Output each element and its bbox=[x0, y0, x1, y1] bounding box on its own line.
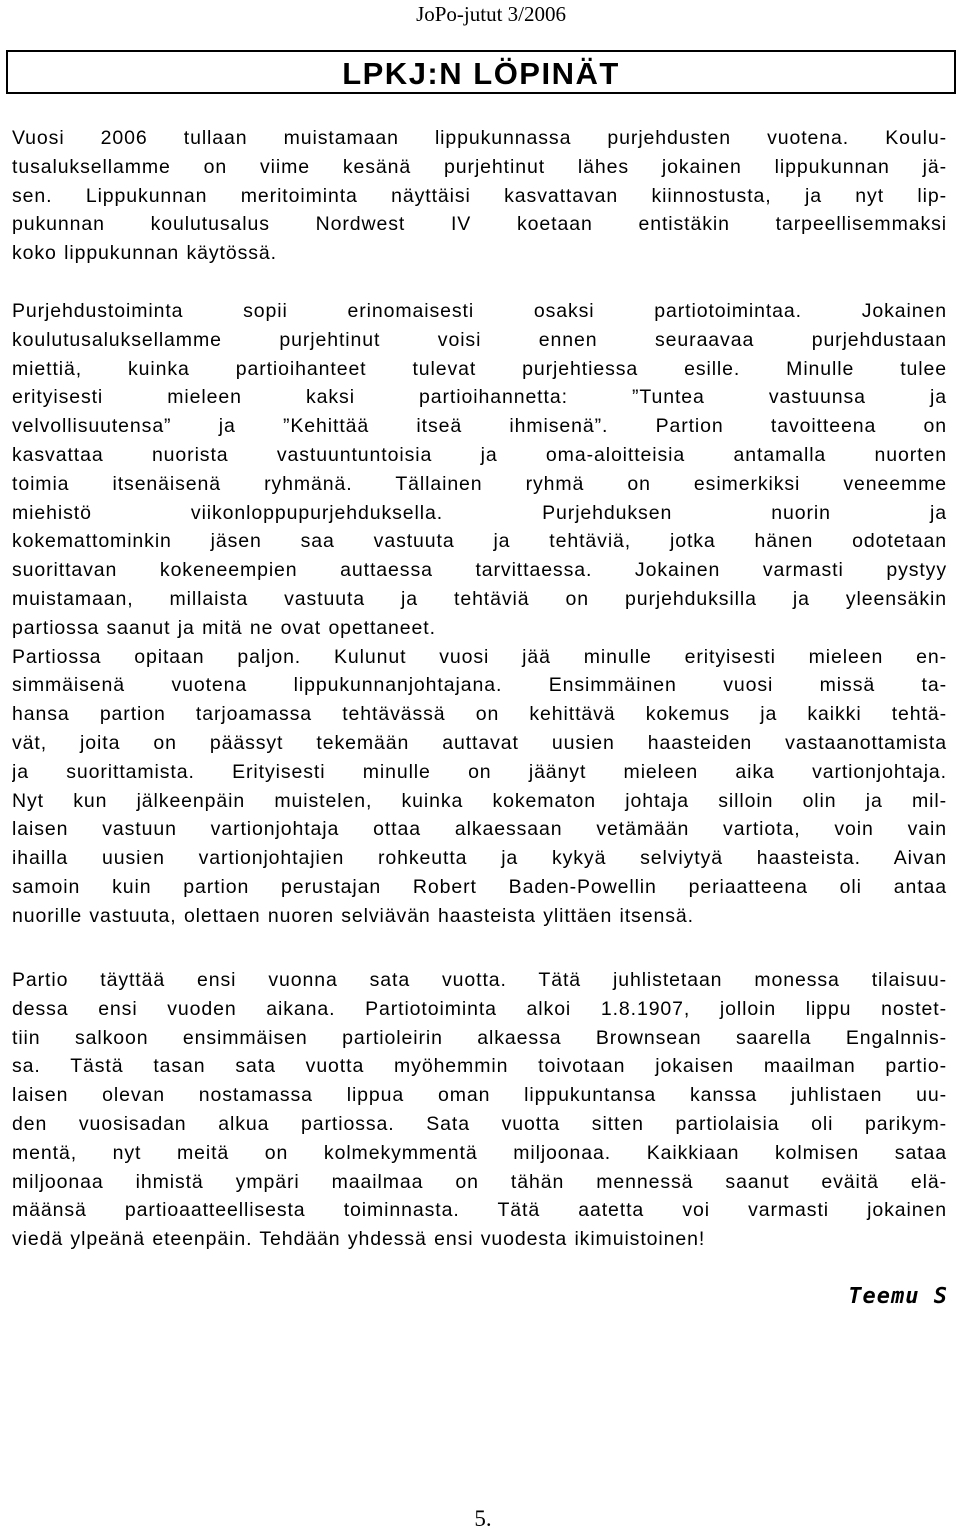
text-line: hansa partion tarjoamassa tehtävässä on kehittävä kokemus ja kaikki tehtä- bbox=[12, 703, 947, 726]
text-line: kokemattominkin jäsen saa vastuuta ja tehtäviä, jotka hänen odotetaan bbox=[12, 530, 947, 553]
text-line: viedä ylpeänä eteenpäin. Tehdään yhdessä ensi vuodesta ikimuistoinen! bbox=[12, 1228, 706, 1251]
text-line: laisen olevan nostamassa lippua oman lippukuntansa kanssa juhlistaen uu- bbox=[12, 1084, 947, 1107]
page-number: 5. bbox=[474, 1506, 492, 1531]
text-line: velvollisuutensa” ja ”Kehittää itseä ihmisenä”. Partion tavoitteena on bbox=[12, 415, 947, 438]
text-line: miljoonaa ihmistä ympäri maailmaa on tähän mennessä saanut eväitä elä- bbox=[12, 1170, 947, 1193]
paragraph-3 bbox=[12, 966, 947, 1254]
text-line: den vuosisadan alkua partiossa. Sata vuotta sitten partiolaisia oli parikym- bbox=[12, 1112, 947, 1135]
text-line: simmäisenä vuotena lippukunnanjohtajana. Ensimmäinen vuosi missä ta- bbox=[12, 674, 947, 697]
running-header: JoPo-jutut 3/2006 bbox=[416, 2, 566, 26]
text-line: dessa ensi vuoden aikana. Partiotoiminta alkoi 1.8.1907, jolloin lippu nostet- bbox=[12, 997, 947, 1020]
text-line: Vuosi 2006 tullaan muistamaan lippukunnassa purjehdusten vuotena. Koulu- bbox=[12, 127, 947, 149]
text-line: muistamaan, millaista vastuuta ja tehtäviä on purjehduksilla ja yleensäkin bbox=[12, 587, 947, 610]
text-line: Nyt kun jälkeenpäin muistelen, kuinka kokematon johtaja silloin olin ja mil- bbox=[12, 789, 947, 812]
text-line: samoin kuin partion perustajan Robert Baden-Powellin periaatteena oli antaa bbox=[12, 875, 947, 898]
author-signature: Teemu S bbox=[848, 1284, 948, 1309]
text-line: koulutusaluksellamme purjehtinut voisi ennen seuraavaa purjehdustaan bbox=[12, 328, 947, 351]
text-line: Partio täyttää ensi vuonna sata vuotta. Tätä juhlistetaan monessa tilaisuu- bbox=[12, 969, 947, 991]
text-line: laisen vastuun vartionjohtaja ottaa alkaessaan vetämään vartiota, voin vain bbox=[12, 818, 947, 841]
paragraph-1 bbox=[12, 124, 947, 268]
text-line: sen. Lippukunnan meritoiminta näyttäisi kasvattavan kiinnostusta, ja nyt lip- bbox=[12, 184, 947, 207]
article-title: LPKJ:N LÖPINÄT bbox=[342, 56, 620, 91]
text-line: miettiä, kuinka partioihanteet tulevat purjehtiessa esille. Minulle tulee bbox=[12, 357, 947, 380]
text-line: partiossa saanut ja mitä ne ovat opettaneet. bbox=[12, 616, 436, 639]
text-line: mentä, nyt meitä on kolmekymmentä miljoonaa. Kaikkiaan kolmisen sataa bbox=[12, 1141, 947, 1164]
text-line: pukunnan koulutusalus Nordwest IV koetaan entistäkin tarpeellisemmaksi bbox=[12, 213, 947, 236]
text-line: määnsä partioaatteellisesta toiminnasta. Tätä aatetta voi varmasti jokainen bbox=[12, 1199, 947, 1222]
text-line: vät, joita on päässyt tekemään auttavat uusien haasteiden vastaanottamista bbox=[12, 731, 947, 754]
paragraph-2 bbox=[12, 297, 947, 931]
text-line: sa. Tästä tasan sata vuotta myöhemmin toivotaan jokaisen maailman partio- bbox=[12, 1055, 947, 1078]
text-line: koko lippukunnan käytössä. bbox=[12, 242, 277, 265]
text-line: kasvattaa nuorista vastuuntuntoisia ja oma-aloitteisia antamalla nuorten bbox=[12, 443, 947, 466]
text-line: nuorille vastuuta, olettaen nuoren selviävän haasteista ylittäen itsensä. bbox=[12, 904, 694, 927]
text-line: suorittavan kokeneempien auttaessa tarvittaessa. Jokainen varmasti pystyy bbox=[12, 559, 947, 582]
title-box bbox=[6, 50, 956, 94]
text-line: Partiossa opitaan paljon. Kulunut vuosi jää minulle erityisesti mieleen en- bbox=[12, 645, 947, 668]
text-line: tiin salkoon ensimmäisen partioleirin alkaessa Brownsean saarella Engalnnis- bbox=[12, 1026, 947, 1049]
text-line: toimia itsenäisenä ryhmänä. Tällainen ryhmä on esimerkiksi veneemme bbox=[12, 472, 947, 495]
text-line: tusaluksellamme on viime kesänä purjehtinut lähes jokainen lippukunnan jä- bbox=[12, 155, 947, 178]
text-line: ihailla uusien vartionjohtajien rohkeutta ja kykyä selviytyä haasteista. Aivan bbox=[12, 847, 947, 870]
text-line: Purjehdustoiminta sopii erinomaisesti osaksi partiotoimintaa. Jokainen bbox=[12, 300, 947, 322]
text-line: ja suorittamista. Erityisesti minulle on jäänyt mieleen aika vartionjohtaja. bbox=[12, 760, 947, 783]
text-line: miehistö viikonloppupurjehduksella. Purjehduksen nuorin ja bbox=[12, 501, 947, 524]
text-line: erityisesti mieleen kaksi partioihannetta: ”Tuntea vastuunsa ja bbox=[12, 386, 947, 409]
